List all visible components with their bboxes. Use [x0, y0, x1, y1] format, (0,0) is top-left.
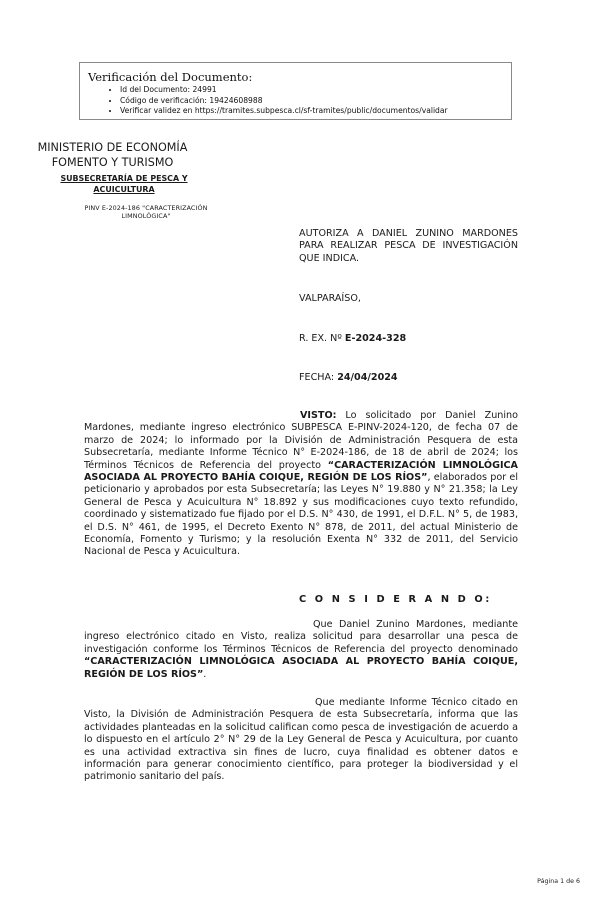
resolution-number-label: R. EX. Nº [299, 333, 342, 344]
considerando-1-project-name: “CARACTERIZACIÓN LIMNOLÓGICA ASOCIADA AL PROYECTO BAHÍA COIQUE, REGIÓN DE LOS RÍOS” [84, 656, 518, 680]
visto-text-2: , elaborados por el peticionario y aprobados por esta Subsecretaría; las Leyes N° 19.880 y N° 21.358; la Ley General de Pesca y Acuicultura N° 18.892 y sus modificaciones cuyo texto refundido, coordinado y sistematizado fue fijado por el D.S. N° 430, de 1991, el D.F.L. N° 5, de 1983, el D.S. N° 461, de 1995, el Decreto Exento N° 878, de 2011, del actual Ministerio de Economía, Fomento y Turismo; y la resolución Exenta N° 332 de 2011, del Servicio Nacional de Pesca y Acuicultura. [84, 472, 518, 558]
resolution-city: VALPARAÍSO, [299, 293, 361, 304]
visto-project-name: “CARACTERIZACIÓN LIMNOLÓGICA ASOCIADA AL PROYECTO BAHÍA COIQUE, REGIÓN DE LOS RÍOS” [84, 459, 518, 484]
project-reference-line-1: PINV E-2024-186 "CARACTERIZACIÓN [84, 204, 208, 212]
verification-url[interactable]: • Verificar validez en https://tramites.subpesca.cl/sf-tramites/public/documentos/validar [120, 106, 503, 117]
verification-code: • Código de verificación: 19424608988 [120, 96, 503, 107]
resolution-date [299, 372, 398, 384]
visto-paragraph [84, 410, 518, 559]
verification-title: Verificación del Documento: [88, 70, 253, 84]
ministry-line-2: FOMENTO Y TURISMO [51, 156, 174, 169]
considerando-1-text: Que Daniel Zunino Mardones, mediante ingreso electrónico citado en Visto, realiza solicitud para desarrollar una pesca de investigación conforme los Términos Técnicos de Referencia del proyecto denominado [84, 619, 518, 655]
resolution-number-value: E-2024-328 [344, 333, 407, 344]
considerando-paragraph-2: Que mediante Informe Técnico citado en Visto, la División de Administración Pesquera de esta Subsecretaría, informa que las actividades planteadas en la solicitud califican como pesca de investigación de acuerdo a lo dispuesto en el artículo 2° N° 29 de la Ley General de Pesca y Acuicultura, por cuanto es una actividad extractiva sin fines de lucro, cuya finalidad es obtener datos e información para generar conocimiento científico, para proteger la biodiversidad y el patrimonio sanitario del país. [84, 697, 518, 783]
considerando-1-end: . [203, 668, 207, 680]
document-id: • Id del Documento: 24991 [120, 85, 503, 96]
project-reference [56, 204, 236, 220]
page-number: Página 1 de 6 [537, 878, 580, 885]
verification-box [79, 62, 512, 120]
resolution-date-value: 24/04/2024 [337, 372, 398, 383]
visto-text-1: Lo solicitado por Daniel Zunino Mardones, mediante ingreso electrónico SUBPESCA E-PINV-2024-120, de fecha 07 de marzo de 2024; lo informado por la División de Administración Pesquera de esta Subsecretaría, mediante Informe Técnico N° E-2024-186, de 18 de abril de 2024; los Términos Técnicos de Referencia del proyecto [84, 410, 518, 471]
project-reference-line-2: LIMNOLÓGICA" [121, 212, 171, 220]
considerando-paragraph-1 [84, 619, 518, 681]
ministry-line-1: MINISTERIO DE ECONOMÍA [37, 141, 188, 154]
verification-list [88, 85, 503, 117]
subsecretaria-name [38, 174, 210, 195]
resolution-date-label: FECHA: [299, 372, 335, 383]
visto-label: VISTO: [300, 410, 337, 421]
subsecretaria-line-1: SUBSECRETARÍA DE PESCA Y [60, 174, 188, 183]
subsecretaria-line-2: ACUICULTURA [93, 184, 155, 194]
considerando-heading: C O N S I D E R A N D O: [299, 594, 492, 605]
resolution-subject: AUTORIZA A DANIEL ZUNINO MARDONES PARA REALIZAR PESCA DE INVESTIGACIÓN QUE INDICA. [299, 228, 518, 264]
ministry-name [30, 140, 195, 170]
resolution-number [299, 333, 406, 345]
